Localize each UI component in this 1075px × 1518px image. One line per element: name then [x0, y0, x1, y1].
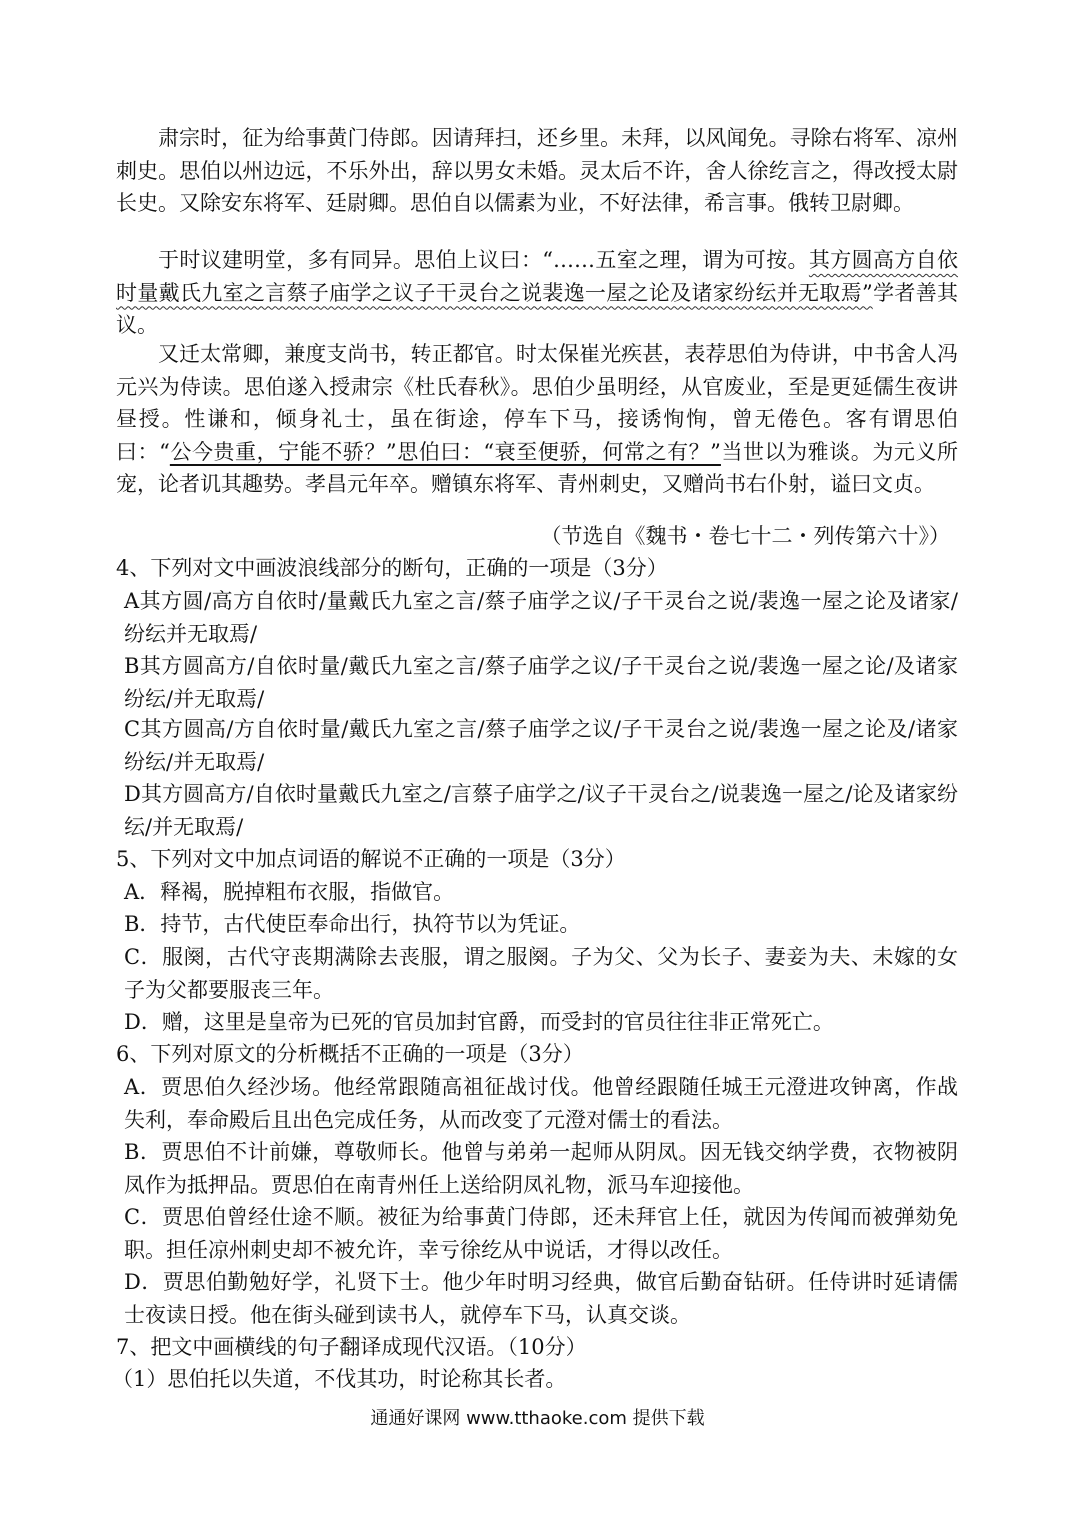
passage-paragraph-2 [116, 244, 958, 342]
question-6-option-a: A．贾思伯久经沙场。他经常跟随高祖征战讨伐。他曾经跟随任城王元澄进攻钟离，作战失利，奉命殿后且出色完成任务，从而改变了元澄对儒士的看法。 [124, 1075, 958, 1132]
question-4-option-c: C其方圆高/方自依时量/戴氏九室之言/蔡子庙学之议/子干灵台之说/裴逸一屋之论及/诸家纷纭/并无取焉/ [124, 717, 958, 774]
question-4-option-d: D其方圆高方/自依时量戴氏九室之/言蔡子庙学之/议子干灵台之/说裴逸一屋之/论及诸家纷纭/并无取焉/ [124, 782, 958, 839]
underlined-sentence: 公今贵重，宁能不骄？”思伯曰：“衰至便骄，何常之有？” [169, 439, 721, 464]
question-5-option-a: A．释褐，脱掉粗布衣服，指做官。 [124, 880, 455, 904]
question-4-option-a: A其方圆/高方自依时/量戴氏九室之言/蔡子庙学之议/子干灵台之说/裴逸一屋之论及诸家/纷纭并无取焉/ [124, 589, 958, 646]
question-4-stem: 4、下列对文中画波浪线部分的断句，正确的一项是（3分） [116, 556, 668, 580]
page-footer: 通通好课网 www.tthaoke.com 提供下载 [370, 1408, 705, 1429]
question-6-option-d: D．贾思伯勤勉好学，礼贤下士。他少年时明习经典，做官后勤奋钻研。任侍讲时延请儒士夜读日授。他在街头碰到读书人，就停车下马，认真交谈。 [124, 1270, 958, 1327]
passage-paragraph-1: 肃宗时，征为给事黄门侍郎。因请拜扫，还乡里。未拜，以风闻免。寻除右将军、凉州刺史。思伯以州边远，不乐外出，辞以男女未婚。灵太后不许，舍人徐纥言之，得改授太尉长史。又除安东将军、廷尉卿。思伯自以儒素为业，不好法律，希言事。俄转卫尉卿。 [116, 126, 958, 215]
paragraph-3-tail: 当世以为雅谈。为元义所宠，论者讥其趣势。孝昌元年卒。赠镇东将军、青州刺史，又赠尚书右仆射，谥曰文贞。 [116, 439, 958, 496]
paragraph-2-tail: 学者善其议。 [116, 280, 959, 337]
question-6-option-c: C．贾思伯曾经仕途不顺。被征为给事黄门侍郎，还未拜官上任，就因为传闻而被弹劾免职。担任凉州刺史却不被允许，幸亏徐纥从中说话，才得以改任。 [124, 1205, 958, 1262]
question-7-item-1: （1）思伯托以失道，不伐其功，时论称其长者。 [112, 1367, 567, 1391]
paragraph-2-lead: 于时议建明堂，多有同异。思伯上议曰：“……五室之理，谓为可按。 [158, 248, 809, 272]
paragraph-3-lead: 又迁太常卿，兼度支尚书，转正都官。时太保崔光疾甚，表荐思伯为侍讲，中书舍人冯元兴为侍读。思伯遂入授肃宗《杜氏春秋》。思伯少虽明经，从官废业，至是更延儒生夜讲昼授。性谦和，倾身礼士，虽在街途，停车下马，接诱恂恂，曾无倦色。客有谓思伯曰：“ [116, 342, 958, 464]
question-6-option-b: B．贾思伯不计前嫌，尊敬师长。他曾与弟弟一起师从阴凤。因无钱交纳学费，衣物被阴凤作为抵押品。贾思伯在南青州任上送给阴凤礼物，派马车迎接他。 [124, 1140, 958, 1197]
question-5-option-c: C．服阕，古代守丧期满除去丧服，谓之服阕。子为父、父为长子、妻妾为夫、未嫁的女子为父都要服丧三年。 [124, 945, 958, 1002]
question-4-option-b: B其方圆高方/自依时量/戴氏九室之言/蔡子庙学之议/子干灵台之说/裴逸一屋之论/及诸家纷纭/并无取焉/ [124, 654, 958, 711]
passage-paragraph-3 [116, 338, 958, 501]
question-5-option-d: D．赠，这里是皇帝为已死的官员加封官爵，而受封的官员往往非正常死亡。 [124, 1010, 834, 1034]
question-7-stem: 7、把文中画横线的句子翻译成现代汉语。（10分） [116, 1335, 587, 1359]
passage-source: （节选自《魏书・卷七十二・列传第六十》） [540, 524, 950, 548]
wavy-underlined-sentence: 其方圆高方自依时量戴氏九室之言蔡子庙学之议子干灵台之说裴逸一屋之论及诸家纷纭并无取焉” [116, 248, 959, 305]
question-6-stem: 6、下列对原文的分析概括不正确的一项是（3分） [116, 1042, 584, 1066]
question-5-stem: 5、下列对文中加点词语的解说不正确的一项是（3分） [116, 847, 626, 871]
question-5-option-b: B．持节，古代使臣奉命出行，执符节以为凭证。 [124, 912, 581, 936]
